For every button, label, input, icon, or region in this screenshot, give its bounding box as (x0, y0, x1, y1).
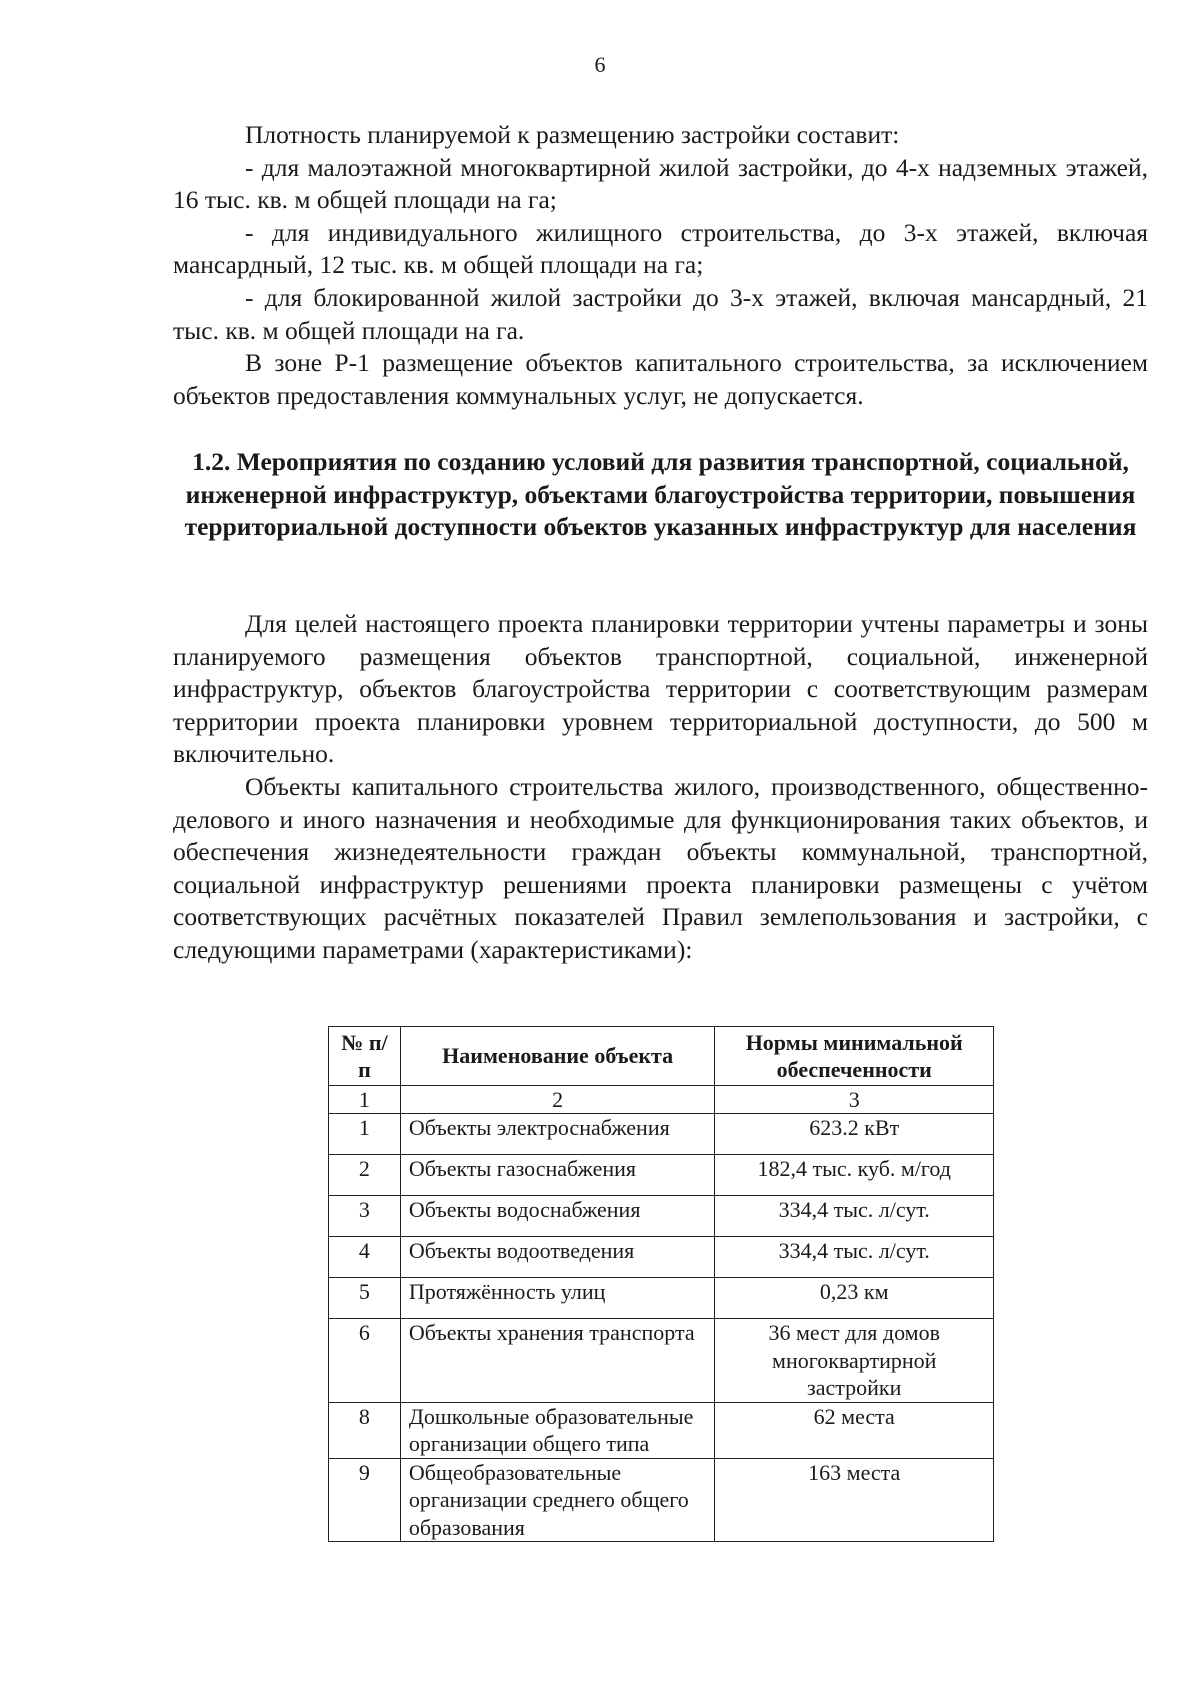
table-cell: 0,23 км (715, 1278, 994, 1319)
table-cell: 3 (715, 1086, 994, 1114)
zone-note: В зоне Р-1 размещение объектов капитального строительства, за исключением объектов предоставления коммунальных услуг, не допускается. (173, 348, 1148, 410)
table-cell: 1 (329, 1114, 401, 1155)
density-item: - для малоэтажной многоквартирной жилой застройки, до 4-х надземных этажей, 16 тыс. кв. м общей площади на га; (173, 152, 1148, 215)
table-cell: 334,4 тыс. л/сут. (715, 1237, 994, 1278)
table-row (329, 1458, 994, 1542)
table-cell: 8 (329, 1402, 401, 1458)
table-cell: 1 (329, 1086, 401, 1114)
table-cell: 3 (329, 1196, 401, 1237)
section-body (173, 608, 1148, 967)
table-cell: Объекты газоснабжения (400, 1155, 715, 1196)
header-name: Наименование объекта (400, 1027, 715, 1086)
table-cell: 2 (400, 1086, 715, 1114)
density-item: - для индивидуального жилищного строительства, до 3-х этажей, включая мансардный, 12 тыс. кв. м общей площади на га; (173, 217, 1148, 280)
table-cell: Дошкольные образовательные организации общего типа (400, 1402, 715, 1458)
table-row (329, 1278, 994, 1319)
table-cell: 62 места (715, 1402, 994, 1458)
page-number: 6 (594, 52, 606, 77)
table-row (329, 1319, 994, 1403)
table-cell: 182,4 тыс. куб. м/год (715, 1155, 994, 1196)
density-item: - для блокированной жилой застройки до 3-х этажей, включая мансардный, 21 тыс. кв. м общей площади на га. (173, 282, 1148, 345)
table-cell: 163 места (715, 1458, 994, 1542)
table-row (329, 1155, 994, 1196)
table-cell: Объекты водоснабжения (400, 1196, 715, 1237)
section-heading: 1.2. Мероприятия по созданию условий для развития транспортной, социальной, инженерной инфраструктур, объектами благоустройства территории, повышения территориальной доступности объектов указанных инфраструктур для населения (184, 447, 1137, 542)
table-cell: 334,4 тыс. л/сут. (715, 1196, 994, 1237)
table-cell: Общеобразовательные организации среднего общего образования (400, 1458, 715, 1542)
header-number: № п/п (329, 1027, 401, 1086)
section-paragraph: Для целей настоящего проекта планировки территории учтены параметры и зоны планируемого размещения объектов транспортной, социальной, инженерной инфраструктур, объектов благоустройства территории с соответствующим размерам территории проекта планировки уровнем территориальной доступности, до 500 м включительно. (173, 609, 1148, 769)
table-cell: 5 (329, 1278, 401, 1319)
table-cell: 9 (329, 1458, 401, 1542)
density-section (173, 119, 1148, 412)
density-intro: Плотность планируемой к размещению застройки составит: (245, 120, 900, 149)
table-cell: 4 (329, 1237, 401, 1278)
infrastructure-table (328, 1026, 994, 1542)
table-cell: 6 (329, 1319, 401, 1403)
table-index-row (329, 1086, 994, 1114)
table-row (329, 1114, 994, 1155)
table-row (329, 1196, 994, 1237)
table-cell: Объекты хранения транспорта (400, 1319, 715, 1403)
table-row (329, 1402, 994, 1458)
table-cell: Объекты водоотведения (400, 1237, 715, 1278)
header-norms: Нормы минимальной обеспеченности (715, 1027, 994, 1086)
table-cell: 623.2 кВт (715, 1114, 994, 1155)
table-cell: Объекты электроснабжения (400, 1114, 715, 1155)
table-row (329, 1237, 994, 1278)
section-paragraph: Объекты капитального строительства жилого, производственного, общественно-делового и иного назначения и необходимые для функционирования таких объектов, и обеспечения жизнедеятельности граждан объекты коммунальной, транспортной, социальной инфраструктур решениями проекта планировки размещены с учётом соответствующих расчётных показателей Правил землепользования и застройки, с следующими параметрами (характеристиками): (173, 771, 1148, 964)
table-header-row (329, 1027, 994, 1086)
table-cell: Протяжённость улиц (400, 1278, 715, 1319)
table-cell: 2 (329, 1155, 401, 1196)
table-cell: 36 мест для домов многоквартирной застройки (715, 1319, 994, 1403)
